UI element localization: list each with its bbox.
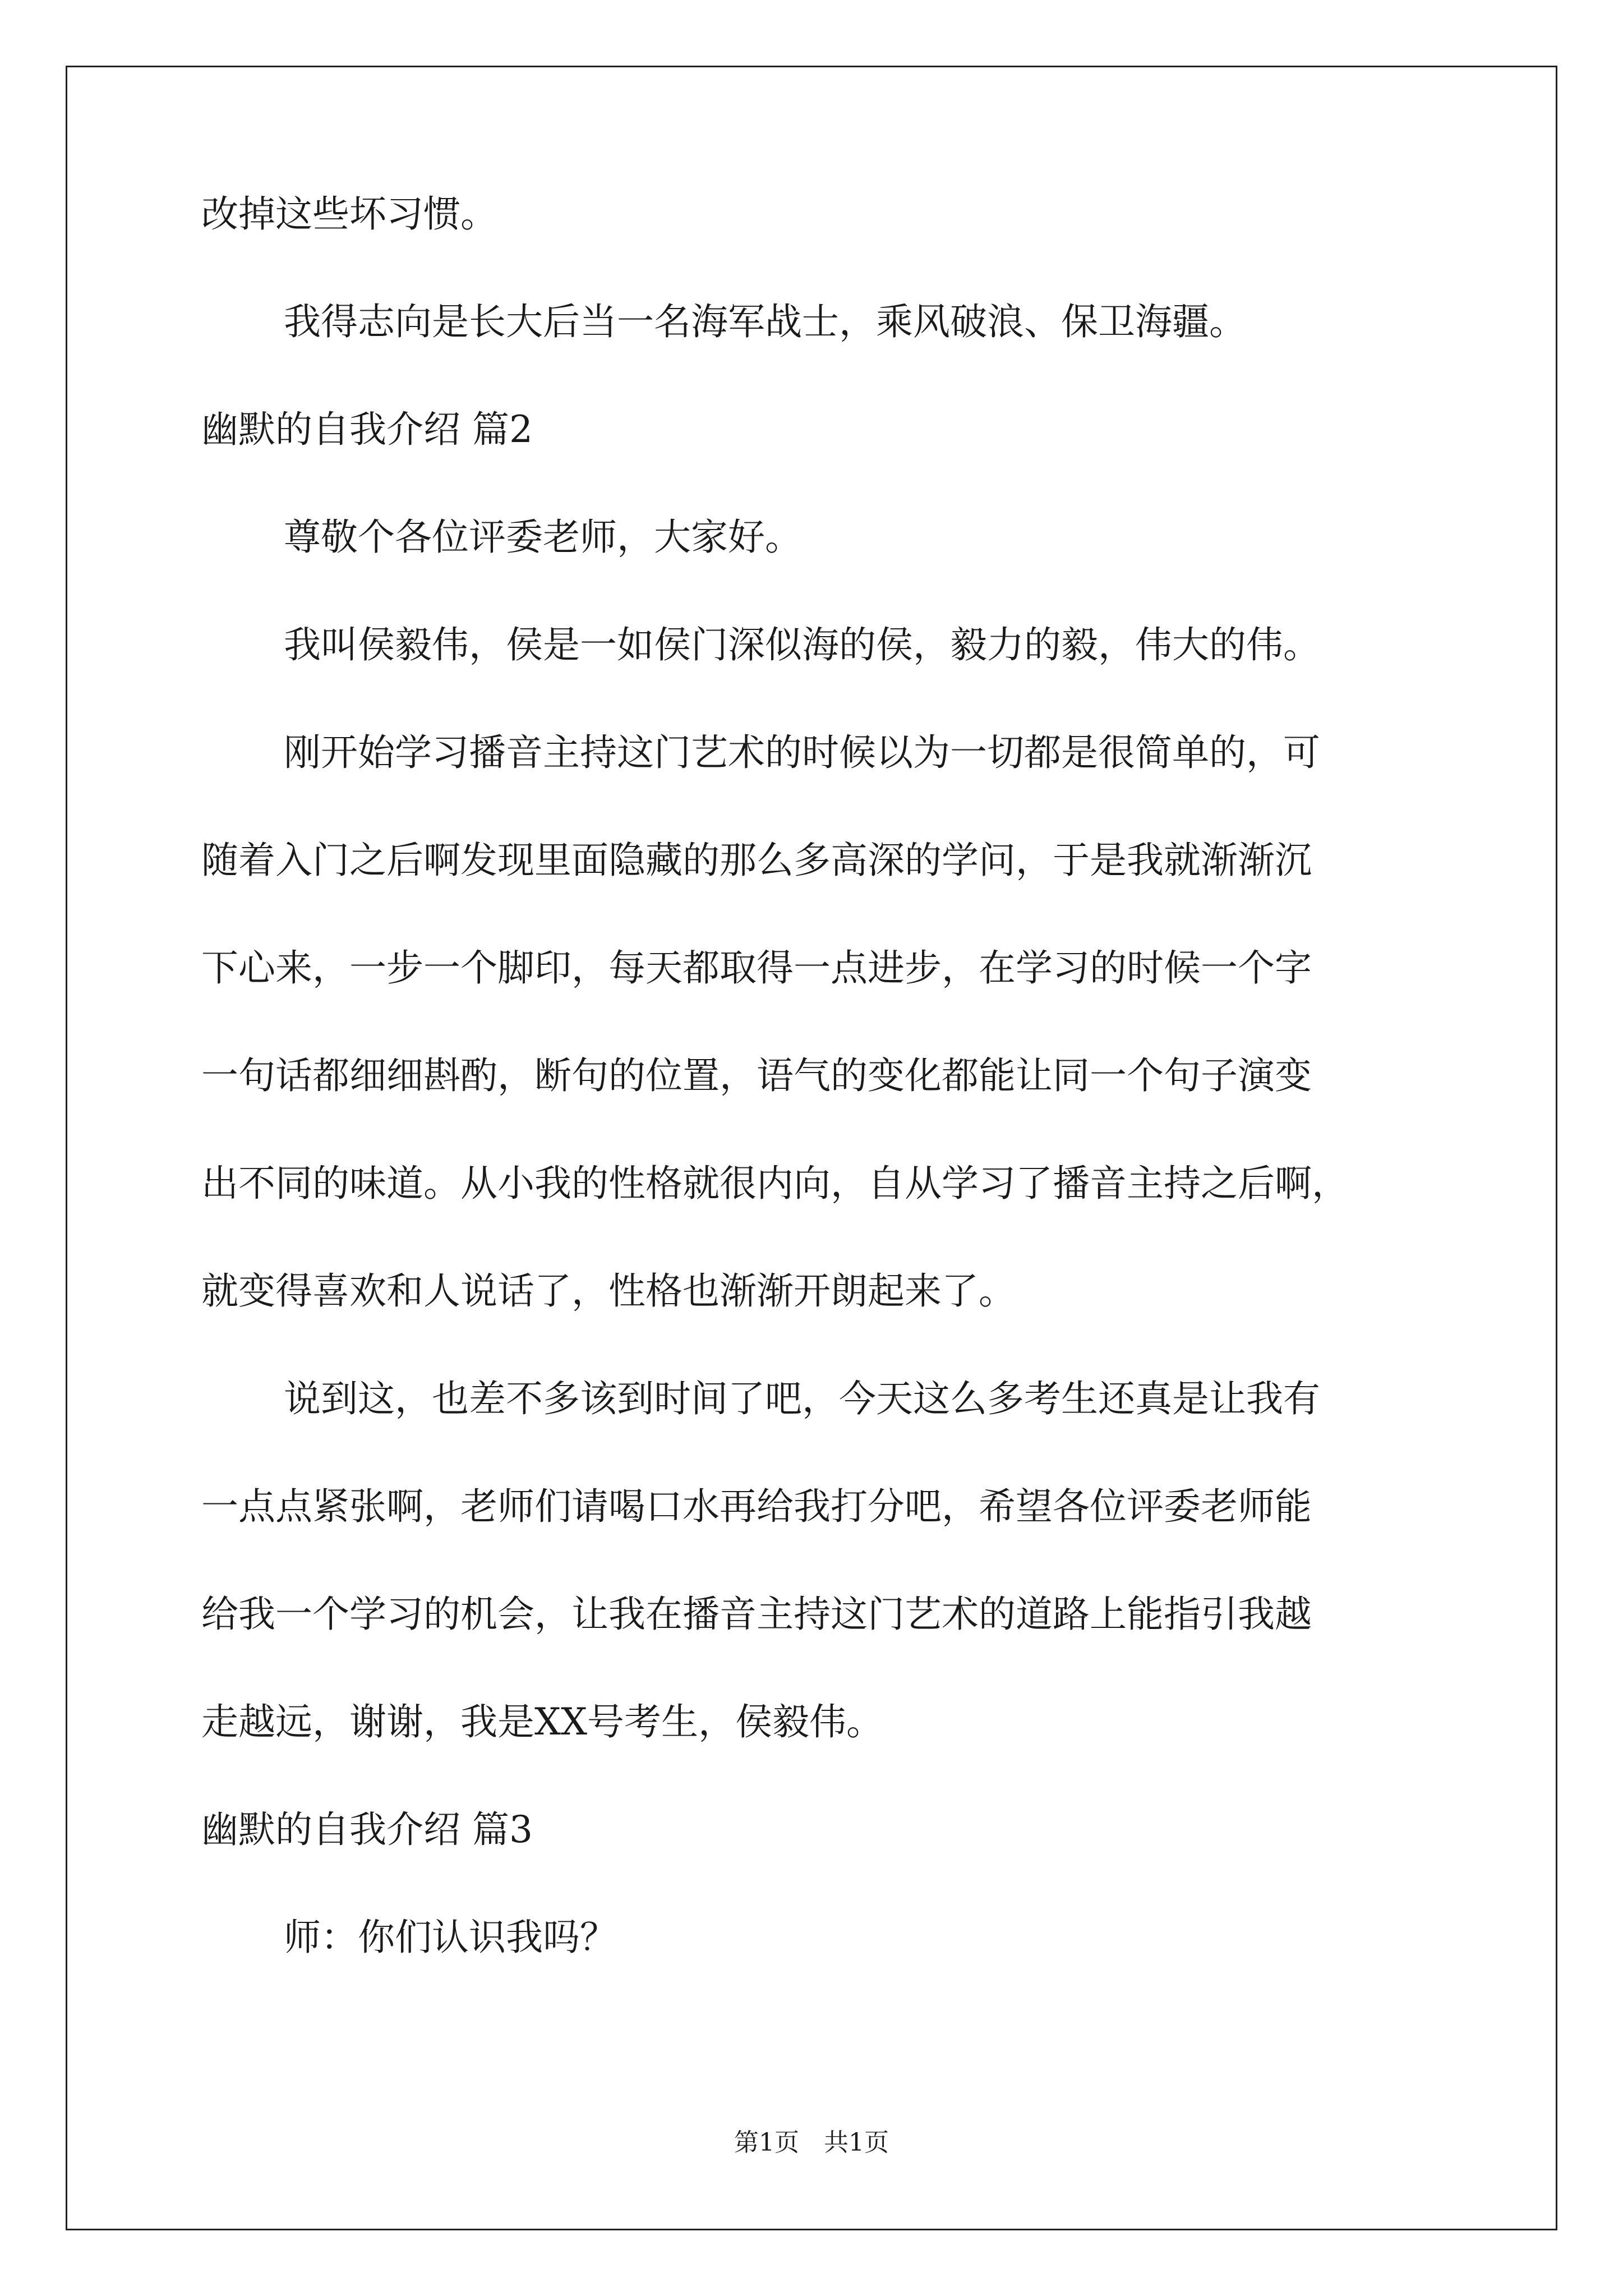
text-line-15: 师：你们认识我吗？ xyxy=(284,1916,617,1959)
text-line-4: 我叫侯毅伟，侯是一如侯门深似海的侯，毅力的毅，伟大的伟。 xyxy=(284,623,1320,666)
text-line-5: 刚开始学习播音主持这门艺术的时候以为一切都是很简单的，可 xyxy=(284,731,1320,774)
text-line-9: 出不同的味道。从小我的性格就很内向，自从学习了播音主持之后啊， xyxy=(201,1162,1349,1205)
text-line-13: 给我一个学习的机会，让我在播音主持这门艺术的道路上能指引我越 xyxy=(201,1593,1312,1636)
text-line-10: 就变得喜欢和人说话了，性格也渐渐开朗起来了。 xyxy=(201,1269,1016,1313)
text-line-1: 改掉这些坏习惯。 xyxy=(201,192,497,236)
text-line-7: 下心来，一步一个脚印，每天都取得一点进步，在学习的时候一个字 xyxy=(201,946,1312,990)
text-line-14: 走越远，谢谢，我是XX号考生，侯毅伟。 xyxy=(201,1700,883,1743)
text-line-11: 说到这，也差不多该到时间了吧，今天这么多考生还真是让我有 xyxy=(284,1377,1320,1420)
page-footer xyxy=(0,2127,1623,2159)
text-line-3: 尊敬个各位评委老师，大家好。 xyxy=(284,516,802,559)
page-number-label: 第1页 共1页 xyxy=(734,2128,889,2157)
page-border xyxy=(66,66,1557,2230)
text-line-8: 一句话都细细斟酌，断句的位置，语气的变化都能让同一个句子演变 xyxy=(201,1054,1312,1097)
text-line-12: 一点点紧张啊，老师们请喝口水再给我打分吧，希望各位评委老师能 xyxy=(201,1485,1312,1528)
section-heading-3: 幽默的自我介绍 篇3 xyxy=(201,1808,533,1851)
text-line-6: 随着入门之后啊发现里面隐藏的那么多高深的学问，于是我就渐渐沉 xyxy=(201,839,1312,882)
text-line-2: 我得志向是长大后当一名海军战士，乘风破浪、保卫海疆。 xyxy=(284,300,1246,343)
section-heading-2: 幽默的自我介绍 篇2 xyxy=(201,408,533,451)
